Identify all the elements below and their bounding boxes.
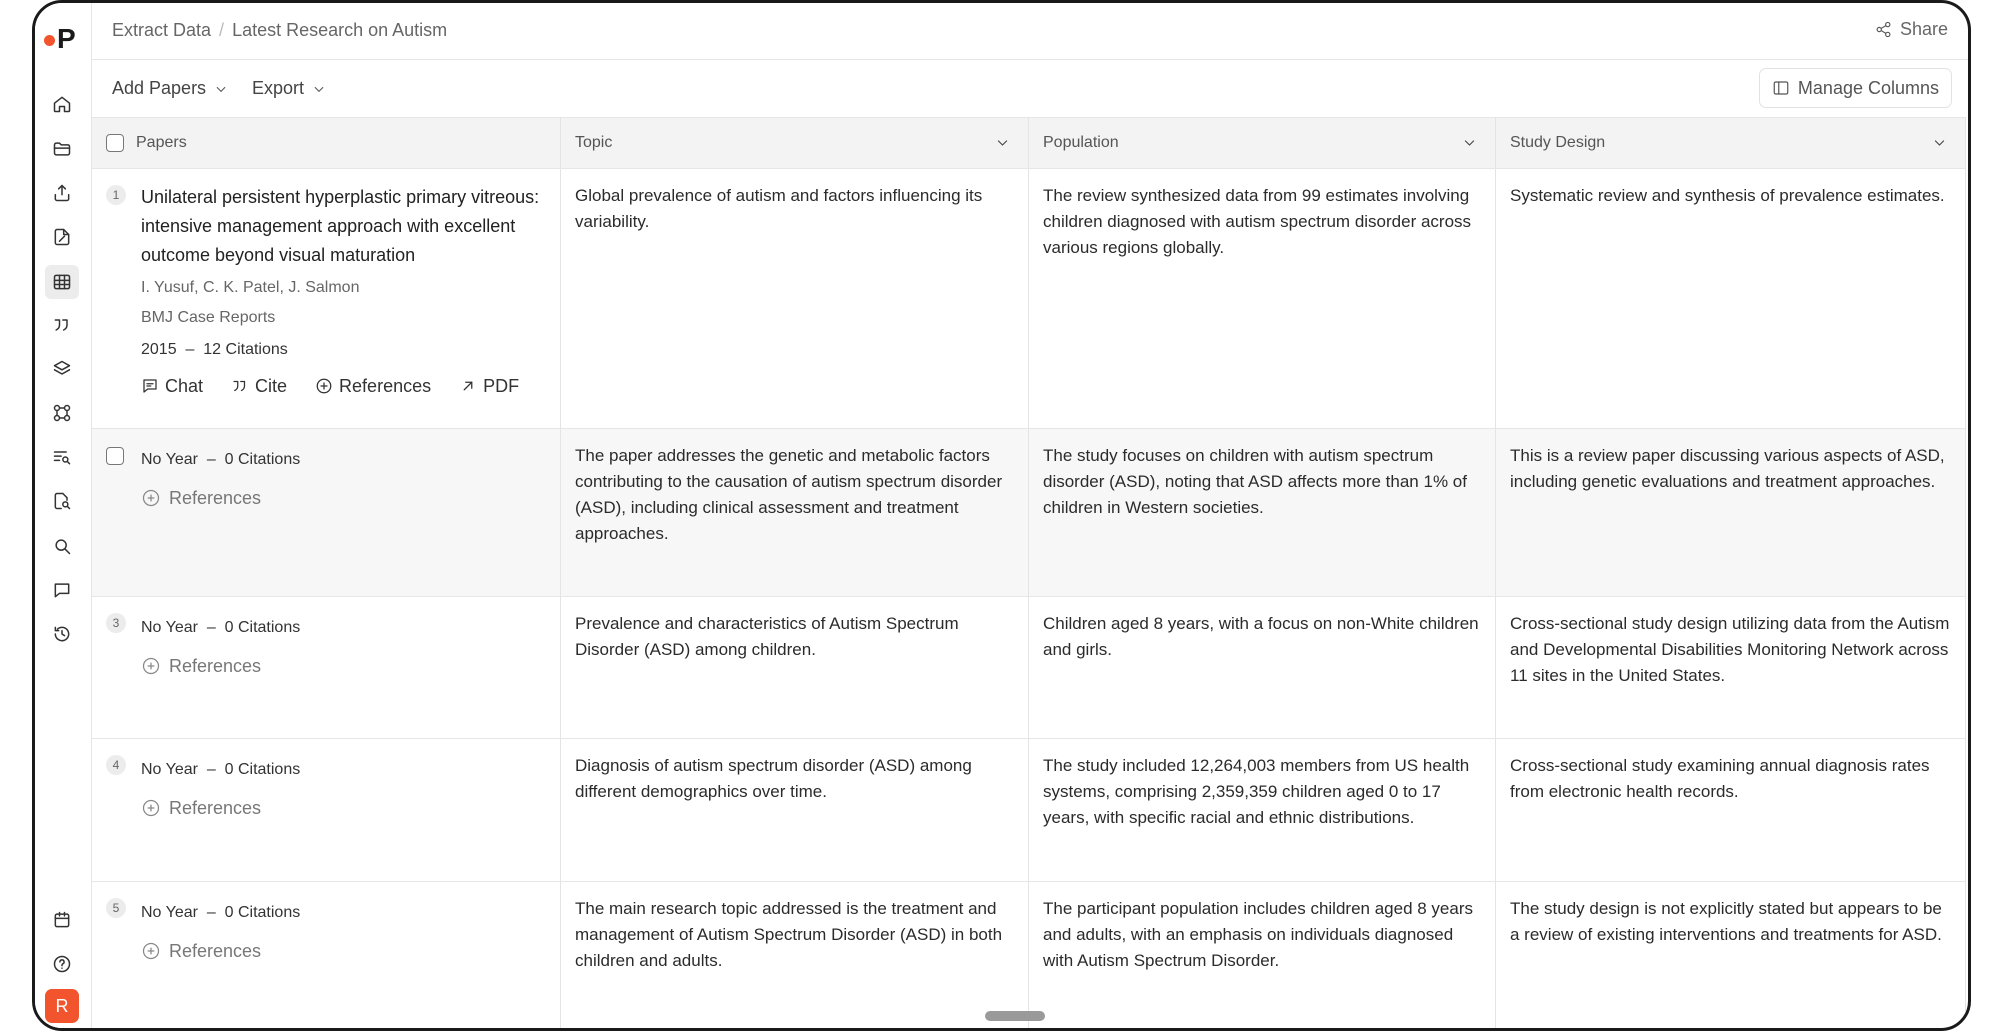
- papers-table: [92, 117, 1966, 1031]
- export-label: Export: [252, 78, 305, 98]
- share-icon: [1875, 21, 1892, 38]
- horizontal-scrollbar[interactable]: [985, 1011, 1045, 1021]
- column-header-population[interactable]: [1029, 118, 1496, 168]
- table-row[interactable]: [92, 739, 1966, 882]
- topic-cell[interactable]: Global prevalence of autism and factors influencing its variability.: [561, 169, 1029, 428]
- table-row[interactable]: [92, 597, 1966, 739]
- plus-circle-icon: [141, 488, 161, 508]
- references-label: References: [169, 941, 262, 961]
- chat-icon: [141, 377, 159, 395]
- paper-stats: No Year – 0 Citations: [141, 451, 301, 468]
- search-icon[interactable]: [49, 533, 75, 559]
- population-cell[interactable]: The study focuses on children with autism spectrum disorder (ASD), noting that ASD affects more than 1% of children in Western societies.: [1029, 429, 1496, 596]
- study-design-cell[interactable]: The study design is not explicitly stated but appears to be a review of existing interventions and treatments for ASD.: [1496, 882, 1966, 1031]
- user-avatar[interactable]: R: [45, 989, 79, 1023]
- network-icon[interactable]: [49, 400, 75, 426]
- sidebar: [35, 3, 92, 1028]
- layers-icon[interactable]: [49, 356, 75, 382]
- topic-cell[interactable]: The paper addresses the genetic and metabolic factors contributing to the causation of autism spectrum disorder (ASD), including clinical assessment and treatment approaches.: [561, 429, 1029, 596]
- folder-icon[interactable]: [49, 136, 75, 162]
- chat-label: Chat: [165, 376, 204, 396]
- paper-stats: No Year – 0 Citations: [141, 619, 301, 636]
- share-label: Share: [1899, 19, 1948, 39]
- quote-icon[interactable]: [49, 312, 75, 338]
- references-button[interactable]: [141, 653, 546, 679]
- paper-stats: 2015 – 12 Citations: [141, 341, 288, 358]
- references-button[interactable]: [315, 373, 431, 399]
- population-cell[interactable]: The participant population includes children aged 8 years and adults, with an emphasis on individuals diagnosed with Autism Spectrum Disorder.: [1029, 882, 1496, 1031]
- study-design-cell[interactable]: Cross-sectional study examining annual diagnosis rates from electronic health records.: [1496, 739, 1966, 881]
- cite-button[interactable]: [231, 373, 287, 399]
- pdf-button[interactable]: [459, 373, 519, 399]
- table-row[interactable]: [92, 429, 1966, 597]
- topic-cell[interactable]: Prevalence and characteristics of Autism Spectrum Disorder (ASD) among children.: [561, 597, 1029, 738]
- row-number: 1: [106, 185, 126, 205]
- paper-cell: [92, 169, 561, 428]
- row-number: 4: [106, 755, 126, 775]
- chevron-down-icon[interactable]: [995, 135, 1010, 155]
- list-search-icon[interactable]: [49, 444, 75, 470]
- edit-document-icon[interactable]: [49, 224, 75, 250]
- chevron-down-icon: [214, 82, 228, 96]
- paper-cell: [92, 597, 561, 738]
- plus-circle-icon: [141, 941, 161, 961]
- population-cell[interactable]: Children aged 8 years, with a focus on non-White children and girls.: [1029, 597, 1496, 738]
- external-link-icon: [459, 377, 477, 395]
- quote-icon: [231, 377, 249, 395]
- share-button[interactable]: [1875, 19, 1948, 40]
- study-design-cell[interactable]: This is a review paper discussing various aspects of ASD, including genetic evaluations and treatment approaches.: [1496, 429, 1966, 596]
- topic-cell[interactable]: The main research topic addressed is the treatment and management of Autism Spectrum Disorder (ASD) in both children and adults.: [561, 882, 1029, 1031]
- plus-circle-icon: [141, 656, 161, 676]
- column-header-study-design[interactable]: [1496, 118, 1966, 168]
- topic-cell[interactable]: Diagnosis of autism spectrum disorder (ASD) among different demographics over time.: [561, 739, 1029, 881]
- paper-authors: I. Yusuf, C. K. Patel, J. Salmon: [141, 279, 360, 296]
- history-icon[interactable]: [49, 621, 75, 647]
- app-logo[interactable]: P: [44, 23, 76, 55]
- app-window: [32, 0, 1971, 1031]
- row-number: 3: [106, 613, 126, 633]
- population-cell[interactable]: The study included 12,264,003 members from US health systems, comprising 2,359,359 children aged 0 to 17 years, with specific racial and ethnic distributions.: [1029, 739, 1496, 881]
- column-header-topic[interactable]: [561, 118, 1029, 168]
- upload-icon[interactable]: [49, 180, 75, 206]
- calendar-icon[interactable]: [49, 907, 75, 933]
- study-design-cell[interactable]: Systematic review and synthesis of prevalence estimates.: [1496, 169, 1966, 428]
- paper-cell: [92, 882, 561, 1031]
- column-label: Population: [1043, 134, 1119, 151]
- column-label: Topic: [575, 134, 613, 151]
- pdf-label: PDF: [483, 376, 520, 396]
- breadcrumb: [112, 20, 447, 41]
- breadcrumb-section[interactable]: Extract Data: [112, 20, 212, 40]
- paper-cell: [92, 429, 561, 596]
- row-checkbox[interactable]: [106, 447, 124, 465]
- export-dropdown[interactable]: [252, 78, 326, 99]
- top-bar: [92, 3, 1968, 60]
- paper-stats: No Year – 0 Citations: [141, 904, 301, 921]
- paper-stats: No Year – 0 Citations: [141, 761, 301, 778]
- table-icon[interactable]: [45, 265, 79, 299]
- references-label: References: [339, 376, 432, 396]
- references-label: References: [169, 656, 262, 676]
- column-header-papers: [92, 118, 561, 168]
- toolbar: [92, 60, 1968, 117]
- column-label: Study Design: [1510, 134, 1606, 151]
- references-button[interactable]: [141, 795, 546, 821]
- chevron-down-icon[interactable]: [1462, 135, 1477, 155]
- select-all-checkbox[interactable]: [106, 134, 124, 152]
- references-button[interactable]: [141, 938, 546, 964]
- chevron-down-icon[interactable]: [1932, 135, 1947, 155]
- breadcrumb-page: Latest Research on Autism: [232, 20, 448, 40]
- references-label: References: [169, 488, 262, 508]
- manage-columns-button[interactable]: [1759, 68, 1952, 108]
- paper-actions: [141, 373, 546, 399]
- home-icon[interactable]: [49, 91, 75, 117]
- population-cell[interactable]: The review synthesized data from 99 estimates involving children diagnosed with autism spectrum disorder across various regions globally.: [1029, 169, 1496, 428]
- references-button[interactable]: [141, 485, 546, 511]
- add-papers-dropdown[interactable]: [112, 78, 228, 99]
- plus-circle-icon: [315, 377, 333, 395]
- column-label: Papers: [136, 134, 187, 151]
- chat-icon[interactable]: [49, 577, 75, 603]
- study-design-cell[interactable]: Cross-sectional study design utilizing data from the Autism and Developmental Disabilities Monitoring Network across 11 sites in the United States.: [1496, 597, 1966, 738]
- paper-title[interactable]: Unilateral persistent hyperplastic primary vitreous: intensive management approach with excellent outcome beyond visual maturation: [141, 187, 540, 265]
- paper-cell: [92, 739, 561, 881]
- add-papers-label: Add Papers: [112, 78, 207, 98]
- table-header: [92, 117, 1966, 169]
- chevron-down-icon: [312, 82, 326, 96]
- table-row[interactable]: [92, 169, 1966, 429]
- references-label: References: [169, 798, 262, 818]
- cite-label: Cite: [255, 376, 288, 396]
- chat-button[interactable]: [141, 373, 203, 399]
- help-icon[interactable]: [49, 951, 75, 977]
- manage-columns-label: Manage Columns: [1797, 77, 1939, 98]
- row-number: 5: [106, 898, 126, 918]
- plus-circle-icon: [141, 798, 161, 818]
- table-row[interactable]: [92, 882, 1966, 1031]
- document-search-icon[interactable]: [49, 488, 75, 514]
- paper-journal: BMJ Case Reports: [141, 309, 276, 326]
- columns-icon: [1772, 79, 1790, 97]
- breadcrumb-separator: /: [219, 20, 225, 40]
